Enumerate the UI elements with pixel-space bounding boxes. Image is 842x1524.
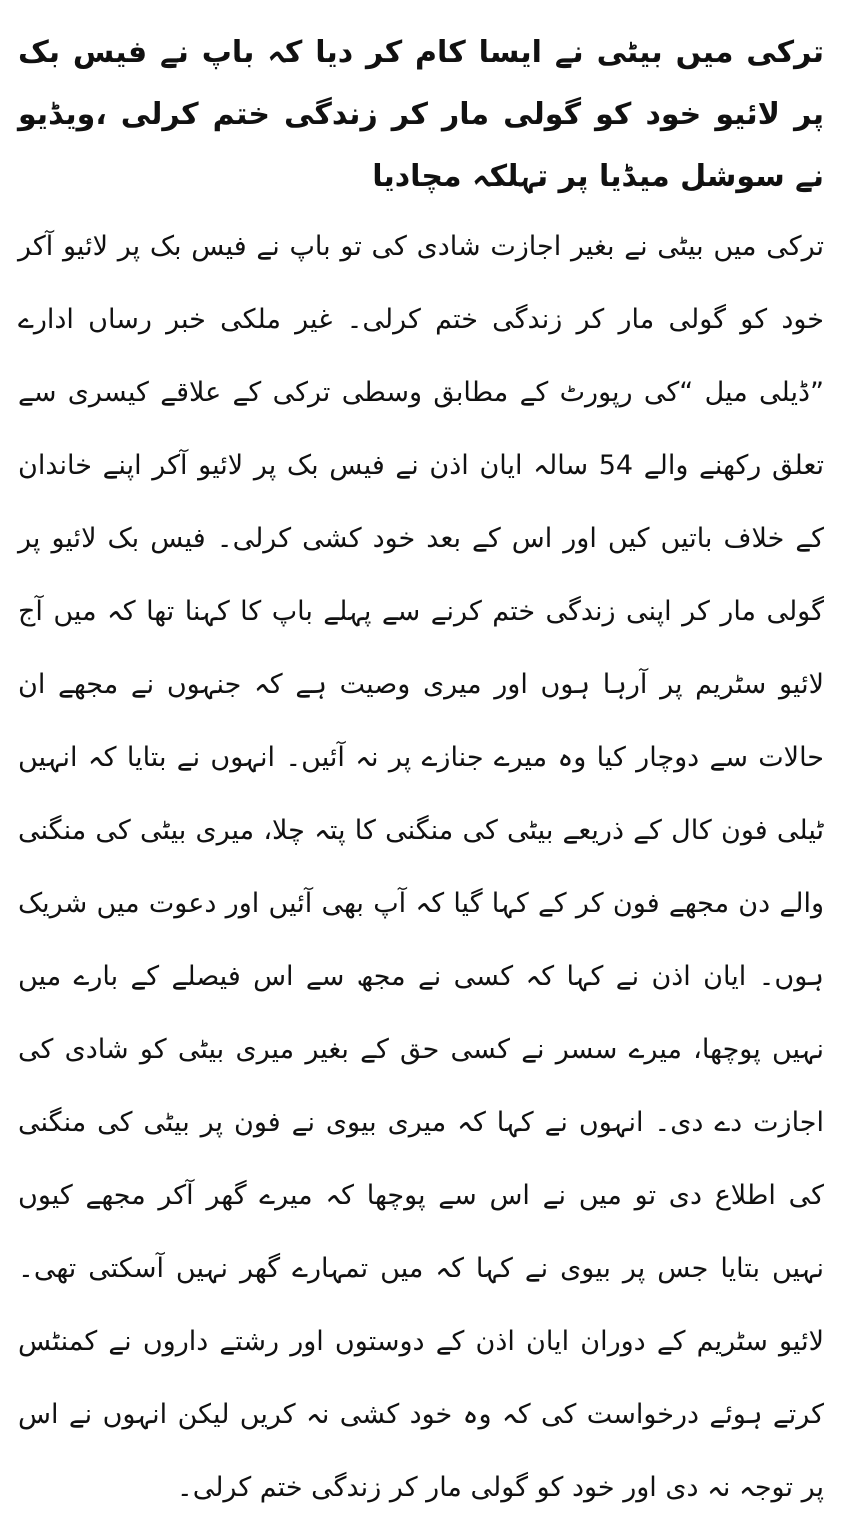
news-article bbox=[18, 22, 824, 1524]
article-headline: ترکی میں بیٹی نے ایسا کام کر دیا کہ باپ نے فیس بک پر لائیو خود کو گولی مار کر زندگی ختم کرلی ،ویڈیو نے سوشل میڈیا پر تہلکہ مچادیا bbox=[18, 35, 824, 194]
article-body: ترکی میں بیٹی نے بغیر اجازت شادی کی تو باپ نے فیس بک پر لائیو آکر خود کو گولی مار کر زندگی ختم کرلی۔ غیر ملکی خبر رساں ادارے ”ڈیلی میل “کی رپورٹ کے مطابق وسطی ترکی کے علاقے کیسری سے تعلق رکھنے والے 54 سالہ ایان اذن نے فیس بک پر لائیو آکر اپنے خاندان کے خلاف باتیں کیں اور اس کے بعد خود کشی کرلی۔ فیس بک لائیو پر گولی مار کر اپنی زندگی ختم کرنے سے پہلے باپ کا کہنا تھا کہ میں آج لائیو سٹریم پر آرہا ہوں اور میری وصیت ہے کہ جنہوں نے مجھے ان حالات سے دوچار کیا وہ میرے جنازے پر نہ آئیں۔ انہوں نے بتایا کہ انہیں ٹیلی فون کال کے ذریعے بیٹی کی منگنی کا پتہ چلا، میری بیٹی کی منگنی والے دن مجھے فون کر کے کہا گیا کہ آپ بھی آئیں اور دعوت میں شریک ہوں۔ ایان اذن نے کہا کہ کسی نے مجھ سے اس فیصلے کے بارے میں نہیں پوچھا، میرے سسر نے کسی حق کے بغیر میری بیٹی کو شادی کی اجازت دے دی۔ انہوں نے کہا کہ میری بیوی نے فون پر بیٹی کی منگنی کی اطلاع دی تو میں نے اس سے پوچھا کہ میرے گھر آکر مجھے کیوں نہیں بتایا جس پر بیوی نے کہا کہ میں تمہارے گھر نہیں آسکتی تھی۔ لائیو سٹریم کے دوران ایان اذن کے دوستوں اور رشتے داروں نے کمنٹس کرتے ہوئے درخواست کی کہ وہ خود کشی نہ کریں لیکن انہوں نے اس پر توجہ نہ دی اور خود کو گولی مار کر زندگی ختم کرلی۔ bbox=[18, 231, 825, 1503]
